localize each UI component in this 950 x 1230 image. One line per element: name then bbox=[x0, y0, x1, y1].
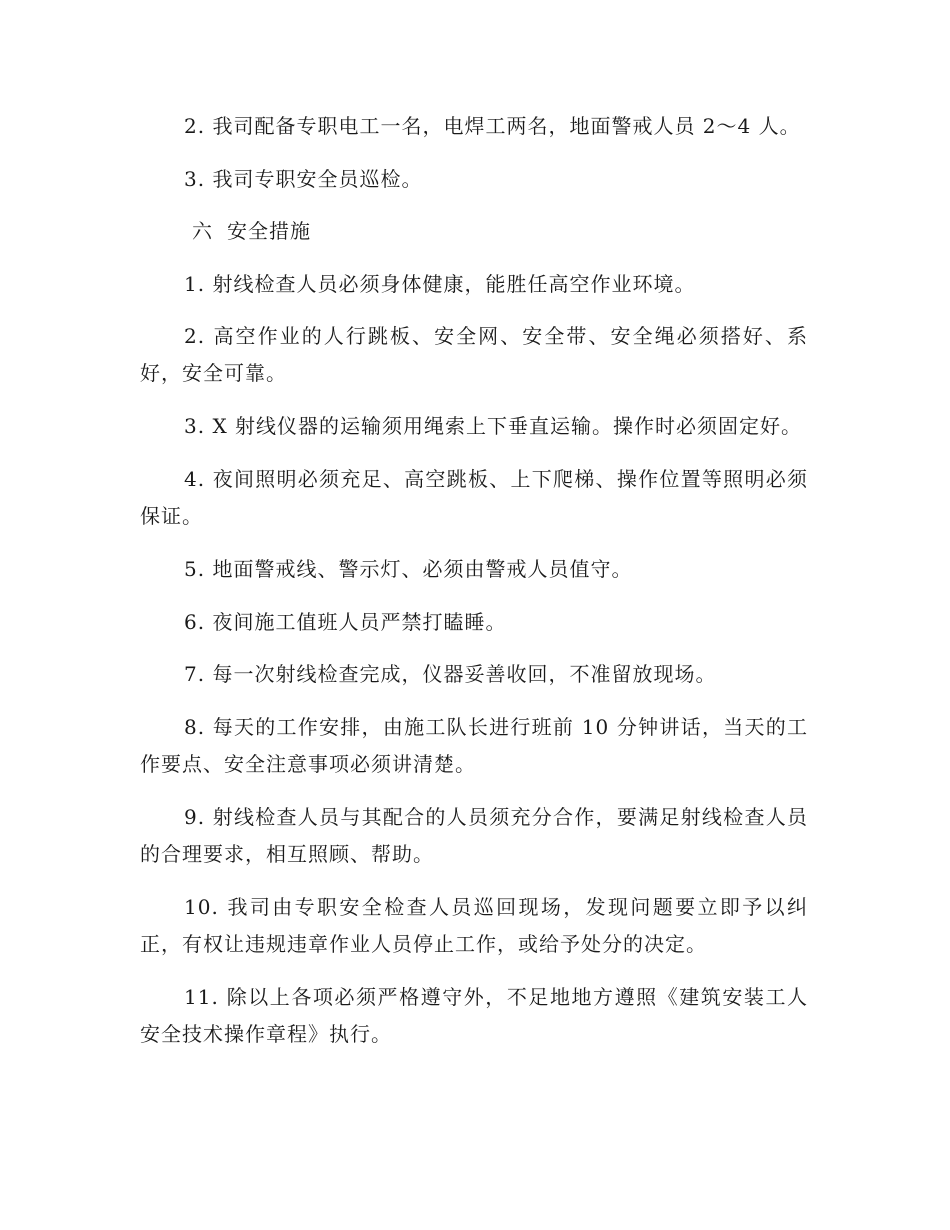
paragraph-safety-officer-patrol: 3. 我司专职安全员巡检。 bbox=[184, 167, 423, 191]
measure-item-11: 11. 除以上各项必须严格遵守外，不足地地方遵照《建筑安装工人安全技术操作章程》执行。 bbox=[140, 985, 808, 1046]
measure-item-2: 2. 高空作业的人行跳板、安全网、安全带、安全绳必须搭好、系好，安全可靠。 bbox=[140, 324, 808, 385]
section-number: 六 bbox=[192, 219, 213, 243]
measure-item-4: 4. 夜间照明必须充足、高空跳板、上下爬梯、操作位置等照明必须保证。 bbox=[140, 467, 808, 528]
measure-item-9: 9. 射线检查人员与其配合的人员须充分合作，要满足射线检查人员的合理要求，相互照顾、帮助。 bbox=[140, 805, 808, 866]
measure-item-5: 5. 地面警戒线、警示灯、必须由警戒人员值守。 bbox=[184, 557, 633, 581]
paragraph-staffing-electrician: 2. 我司配备专职电工一名，电焊工两名，地面警戒人员 2～4 人。 bbox=[184, 114, 801, 138]
measure-item-8: 8. 每天的工作安排，由施工队长进行班前 10 分钟讲话，当天的工作要点、安全注意事项必须讲清楚。 bbox=[140, 715, 808, 776]
section-title: 安全措施 bbox=[227, 219, 311, 243]
measure-item-6: 6. 夜间施工值班人员严禁打瞌睡。 bbox=[184, 610, 507, 634]
measure-item-10: 10. 我司由专职安全检查人员巡回现场，发现问题要立即予以纠正，有权让违规违章作业人员停止工作，或给予处分的决定。 bbox=[140, 895, 808, 956]
measure-item-1: 1. 射线检查人员必须身体健康，能胜任高空作业环境。 bbox=[184, 272, 696, 296]
section-heading bbox=[140, 213, 808, 250]
measure-item-3: 3. X 射线仪器的运输须用绳索上下垂直运输。操作时必须固定好。 bbox=[184, 414, 803, 438]
measure-item-7: 7. 每一次射线检查完成，仪器妥善收回，不准留放现场。 bbox=[184, 662, 717, 686]
